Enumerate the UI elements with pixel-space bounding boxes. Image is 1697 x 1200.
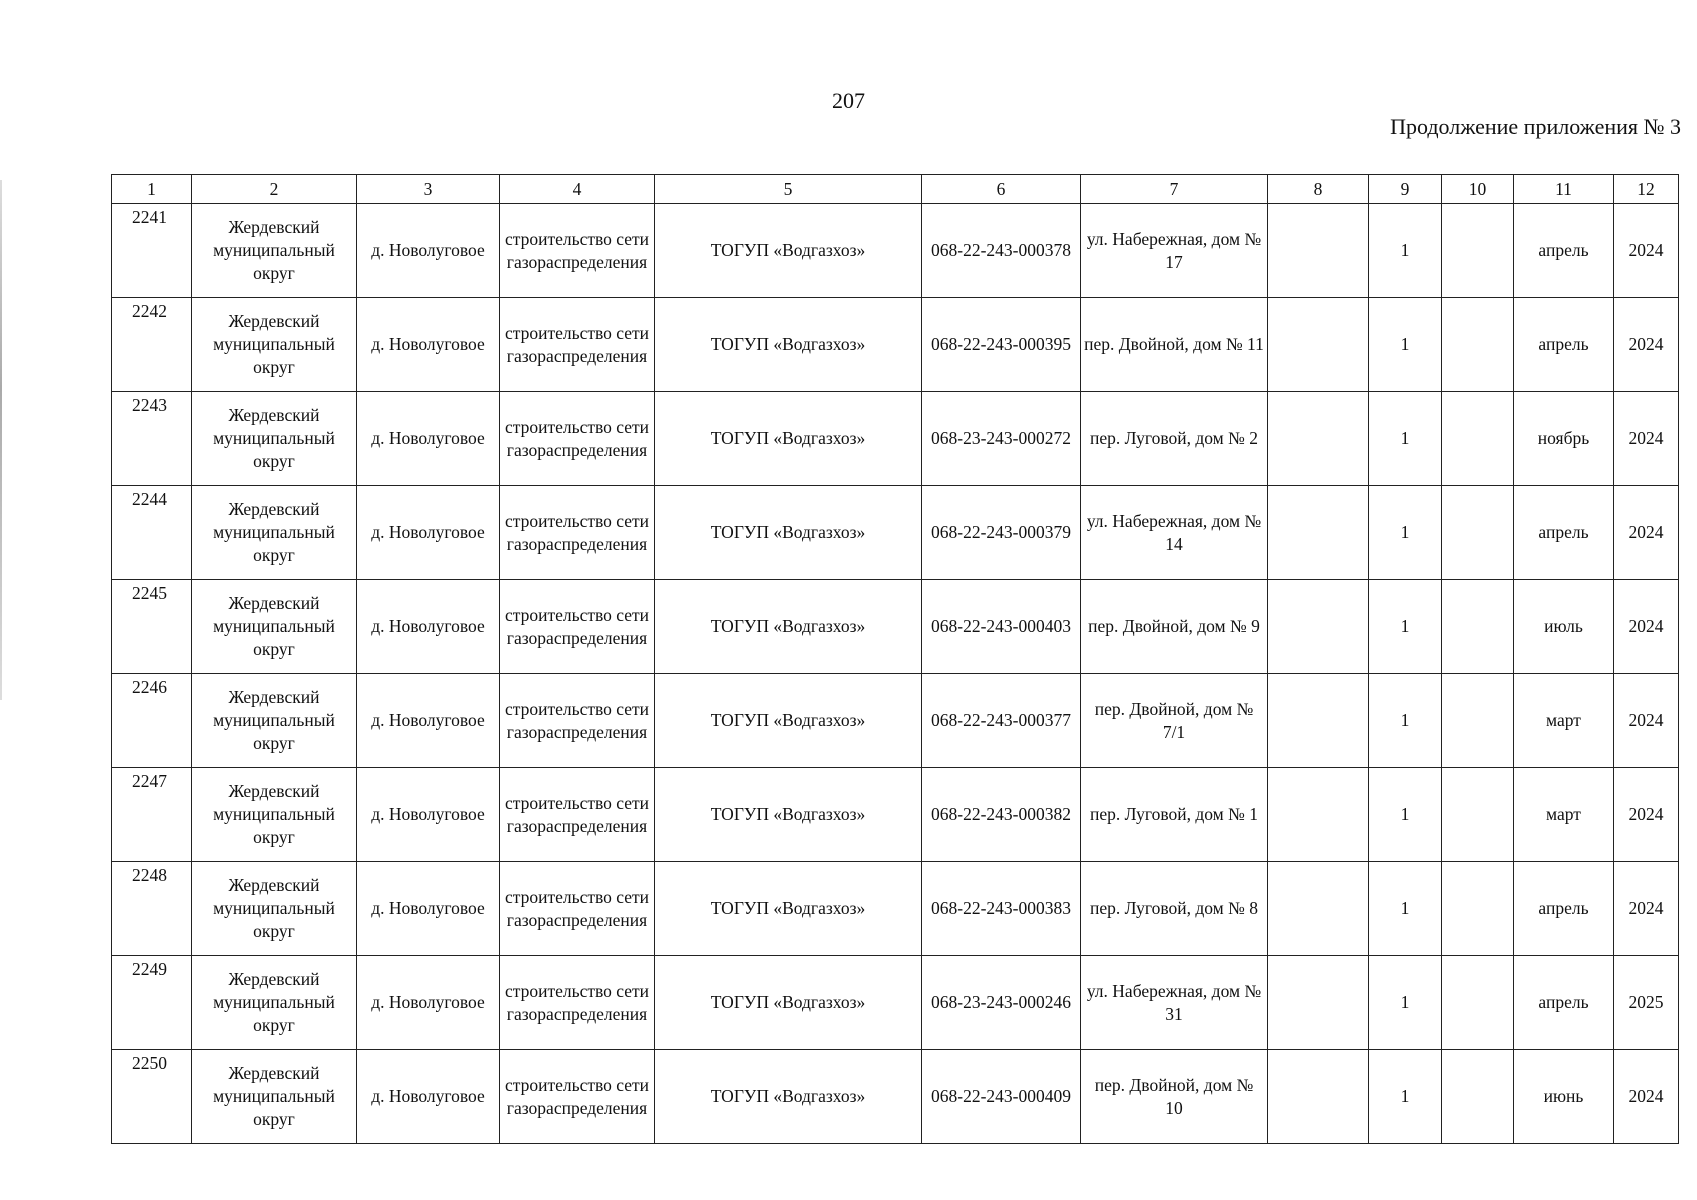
year-cell: 2024 <box>1614 674 1679 768</box>
quantity-cell: 1 <box>1369 674 1442 768</box>
month-cell: март <box>1514 674 1614 768</box>
year-cell: 2024 <box>1614 486 1679 580</box>
work-type-cell: строительство сети газораспределения <box>500 862 655 956</box>
district-cell: Жердевский муниципальный округ <box>192 486 357 580</box>
scan-edge-mark <box>0 180 2 700</box>
work-type-cell: строительство сети газораспределения <box>500 674 655 768</box>
district-cell: Жердевский муниципальный округ <box>192 674 357 768</box>
locality-cell: д. Новолуговое <box>357 580 500 674</box>
table-header <box>112 175 1679 204</box>
row-number: 2249 <box>112 956 192 1050</box>
quantity-cell: 1 <box>1369 486 1442 580</box>
column-10-cell <box>1442 674 1514 768</box>
organization-cell: ТОГУП «Водгазхоз» <box>655 956 922 1050</box>
quantity-cell: 1 <box>1369 862 1442 956</box>
organization-cell: ТОГУП «Водгазхоз» <box>655 204 922 298</box>
organization-cell: ТОГУП «Водгазхоз» <box>655 392 922 486</box>
column-10-cell <box>1442 298 1514 392</box>
work-type-cell: строительство сети газораспределения <box>500 1050 655 1144</box>
column-10-cell <box>1442 956 1514 1050</box>
locality-cell: д. Новолуговое <box>357 768 500 862</box>
locality-cell: д. Новолуговое <box>357 298 500 392</box>
locality-cell: д. Новолуговое <box>357 956 500 1050</box>
column-8-cell <box>1268 674 1369 768</box>
row-number: 2245 <box>112 580 192 674</box>
page-number: 207 <box>832 88 865 113</box>
row-number: 2248 <box>112 862 192 956</box>
month-cell: апрель <box>1514 486 1614 580</box>
year-cell: 2024 <box>1614 862 1679 956</box>
address-cell: ул. Набережная, дом № 14 <box>1081 486 1268 580</box>
column-header-12: 12 <box>1614 175 1679 204</box>
row-number: 2250 <box>112 1050 192 1144</box>
object-code-cell: 068-22-243-000379 <box>922 486 1081 580</box>
address-cell: пер. Луговой, дом № 1 <box>1081 768 1268 862</box>
year-cell: 2024 <box>1614 768 1679 862</box>
column-10-cell <box>1442 580 1514 674</box>
year-cell: 2024 <box>1614 392 1679 486</box>
year-cell: 2024 <box>1614 204 1679 298</box>
quantity-cell: 1 <box>1369 298 1442 392</box>
table-row <box>112 862 1679 956</box>
column-header-2: 2 <box>192 175 357 204</box>
table-row <box>112 580 1679 674</box>
work-type-cell: строительство сети газораспределения <box>500 956 655 1050</box>
column-header-8: 8 <box>1268 175 1369 204</box>
registry-table <box>111 174 1679 1144</box>
column-8-cell <box>1268 486 1369 580</box>
column-8-cell <box>1268 1050 1369 1144</box>
column-header-3: 3 <box>357 175 500 204</box>
locality-cell: д. Новолуговое <box>357 486 500 580</box>
organization-cell: ТОГУП «Водгазхоз» <box>655 862 922 956</box>
work-type-cell: строительство сети газораспределения <box>500 204 655 298</box>
row-number: 2243 <box>112 392 192 486</box>
locality-cell: д. Новолуговое <box>357 862 500 956</box>
year-cell: 2024 <box>1614 298 1679 392</box>
table-row <box>112 298 1679 392</box>
district-cell: Жердевский муниципальный округ <box>192 392 357 486</box>
quantity-cell: 1 <box>1369 1050 1442 1144</box>
work-type-cell: строительство сети газораспределения <box>500 298 655 392</box>
row-number: 2247 <box>112 768 192 862</box>
quantity-cell: 1 <box>1369 580 1442 674</box>
appendix-title: Продолжение приложения № 3 <box>1390 114 1681 139</box>
district-cell: Жердевский муниципальный округ <box>192 1050 357 1144</box>
object-code-cell: 068-22-243-000409 <box>922 1050 1081 1144</box>
object-code-cell: 068-22-243-000382 <box>922 768 1081 862</box>
object-code-cell: 068-22-243-000378 <box>922 204 1081 298</box>
column-header-1: 1 <box>112 175 192 204</box>
organization-cell: ТОГУП «Водгазхоз» <box>655 768 922 862</box>
column-header-7: 7 <box>1081 175 1268 204</box>
table-row <box>112 1050 1679 1144</box>
column-8-cell <box>1268 298 1369 392</box>
address-cell: пер. Луговой, дом № 2 <box>1081 392 1268 486</box>
address-cell: пер. Двойной, дом № 7/1 <box>1081 674 1268 768</box>
month-cell: апрель <box>1514 298 1614 392</box>
organization-cell: ТОГУП «Водгазхоз» <box>655 674 922 768</box>
column-8-cell <box>1268 392 1369 486</box>
column-10-cell <box>1442 768 1514 862</box>
address-cell: пер. Двойной, дом № 9 <box>1081 580 1268 674</box>
district-cell: Жердевский муниципальный округ <box>192 298 357 392</box>
work-type-cell: строительство сети газораспределения <box>500 768 655 862</box>
column-8-cell <box>1268 204 1369 298</box>
year-cell: 2025 <box>1614 956 1679 1050</box>
district-cell: Жердевский муниципальный округ <box>192 956 357 1050</box>
address-cell: пер. Двойной, дом № 10 <box>1081 1050 1268 1144</box>
table-row <box>112 392 1679 486</box>
column-header-9: 9 <box>1369 175 1442 204</box>
column-8-cell <box>1268 862 1369 956</box>
month-cell: апрель <box>1514 862 1614 956</box>
locality-cell: д. Новолуговое <box>357 1050 500 1144</box>
organization-cell: ТОГУП «Водгазхоз» <box>655 1050 922 1144</box>
column-10-cell <box>1442 486 1514 580</box>
district-cell: Жердевский муниципальный округ <box>192 580 357 674</box>
column-10-cell <box>1442 1050 1514 1144</box>
row-number: 2242 <box>112 298 192 392</box>
quantity-cell: 1 <box>1369 768 1442 862</box>
district-cell: Жердевский муниципальный округ <box>192 204 357 298</box>
locality-cell: д. Новолуговое <box>357 674 500 768</box>
year-cell: 2024 <box>1614 580 1679 674</box>
address-cell: пер. Двойной, дом № 11 <box>1081 298 1268 392</box>
district-cell: Жердевский муниципальный округ <box>192 862 357 956</box>
work-type-cell: строительство сети газораспределения <box>500 580 655 674</box>
quantity-cell: 1 <box>1369 204 1442 298</box>
row-number: 2241 <box>112 204 192 298</box>
work-type-cell: строительство сети газораспределения <box>500 392 655 486</box>
object-code-cell: 068-22-243-000403 <box>922 580 1081 674</box>
object-code-cell: 068-23-243-000272 <box>922 392 1081 486</box>
month-cell: апрель <box>1514 956 1614 1050</box>
column-header-4: 4 <box>500 175 655 204</box>
organization-cell: ТОГУП «Водгазхоз» <box>655 580 922 674</box>
table-row <box>112 486 1679 580</box>
column-header-10: 10 <box>1442 175 1514 204</box>
table-row <box>112 674 1679 768</box>
organization-cell: ТОГУП «Водгазхоз» <box>655 486 922 580</box>
object-code-cell: 068-22-243-000383 <box>922 862 1081 956</box>
table-row <box>112 956 1679 1050</box>
row-number: 2246 <box>112 674 192 768</box>
row-number: 2244 <box>112 486 192 580</box>
column-header-11: 11 <box>1514 175 1614 204</box>
quantity-cell: 1 <box>1369 392 1442 486</box>
table-row <box>112 768 1679 862</box>
locality-cell: д. Новолуговое <box>357 392 500 486</box>
header-row <box>112 175 1679 204</box>
column-10-cell <box>1442 392 1514 486</box>
locality-cell: д. Новолуговое <box>357 204 500 298</box>
column-8-cell <box>1268 768 1369 862</box>
month-cell: июль <box>1514 580 1614 674</box>
column-header-6: 6 <box>922 175 1081 204</box>
object-code-cell: 068-22-243-000395 <box>922 298 1081 392</box>
month-cell: июнь <box>1514 1050 1614 1144</box>
year-cell: 2024 <box>1614 1050 1679 1144</box>
column-10-cell <box>1442 862 1514 956</box>
column-header-5: 5 <box>655 175 922 204</box>
address-cell: ул. Набережная, дом № 31 <box>1081 956 1268 1050</box>
table-body <box>112 204 1679 1144</box>
column-8-cell <box>1268 956 1369 1050</box>
work-type-cell: строительство сети газораспределения <box>500 486 655 580</box>
district-cell: Жердевский муниципальный округ <box>192 768 357 862</box>
address-cell: ул. Набережная, дом № 17 <box>1081 204 1268 298</box>
address-cell: пер. Луговой, дом № 8 <box>1081 862 1268 956</box>
organization-cell: ТОГУП «Водгазхоз» <box>655 298 922 392</box>
quantity-cell: 1 <box>1369 956 1442 1050</box>
table-row <box>112 204 1679 298</box>
month-cell: март <box>1514 768 1614 862</box>
object-code-cell: 068-23-243-000246 <box>922 956 1081 1050</box>
month-cell: ноябрь <box>1514 392 1614 486</box>
column-8-cell <box>1268 580 1369 674</box>
object-code-cell: 068-22-243-000377 <box>922 674 1081 768</box>
month-cell: апрель <box>1514 204 1614 298</box>
column-10-cell <box>1442 204 1514 298</box>
